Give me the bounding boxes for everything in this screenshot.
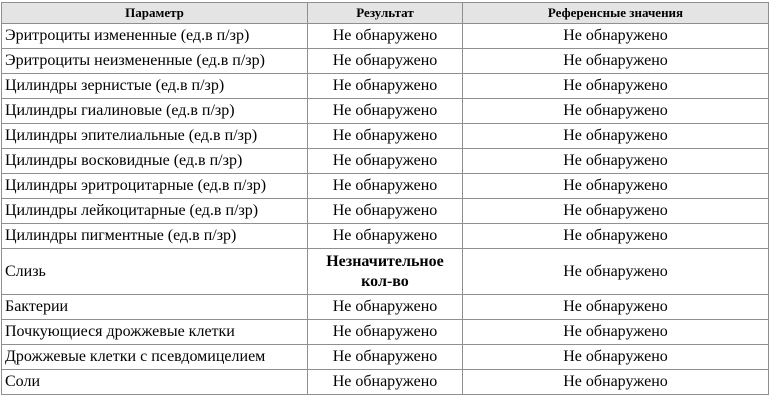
result-cell: Не обнаружено: [308, 345, 463, 370]
table-row: [2, 149, 769, 174]
table-row: [2, 224, 769, 249]
param-cell: Цилиндры зернистые (ед.в п/зр): [2, 74, 308, 99]
reference-cell: Не обнаружено: [463, 49, 769, 74]
header-reference: Референсные значения: [463, 3, 769, 24]
reference-cell: Не обнаружено: [463, 320, 769, 345]
table-row: [2, 99, 769, 124]
result-cell: Не обнаружено: [308, 149, 463, 174]
result-cell: Не обнаружено: [308, 49, 463, 74]
reference-cell: Не обнаружено: [463, 149, 769, 174]
reference-cell: Не обнаружено: [463, 295, 769, 320]
param-cell: Слизь: [2, 249, 308, 295]
result-cell: Не обнаружено: [308, 370, 463, 395]
table-row: [2, 295, 769, 320]
param-cell: Почкующиеся дрожжевые клетки: [2, 320, 308, 345]
result-cell: Не обнаружено: [308, 124, 463, 149]
param-cell: Цилиндры лейкоцитарные (ед.в п/зр): [2, 199, 308, 224]
header-row: [2, 3, 769, 24]
result-cell: Не обнаружено: [308, 320, 463, 345]
reference-cell: Не обнаружено: [463, 249, 769, 295]
reference-cell: Не обнаружено: [463, 74, 769, 99]
reference-cell: Не обнаружено: [463, 24, 769, 49]
result-cell: Не обнаружено: [308, 199, 463, 224]
result-cell: Не обнаружено: [308, 74, 463, 99]
param-cell: Цилиндры эпителиальные (ед.в п/зр): [2, 124, 308, 149]
param-cell: Дрожжевые клетки с псевдомицелием: [2, 345, 308, 370]
table-row: [2, 345, 769, 370]
reference-cell: Не обнаружено: [463, 199, 769, 224]
param-cell: Эритроциты измененные (ед.в п/зр): [2, 24, 308, 49]
table-row: [2, 199, 769, 224]
result-cell: Не обнаружено: [308, 174, 463, 199]
results-table: [1, 2, 769, 395]
reference-cell: Не обнаружено: [463, 370, 769, 395]
result-cell: Не обнаружено: [308, 224, 463, 249]
table-row: [2, 174, 769, 199]
param-cell: Эритроциты неизмененные (ед.в п/зр): [2, 49, 308, 74]
reference-cell: Не обнаружено: [463, 174, 769, 199]
param-cell: Цилиндры гиалиновые (ед.в п/зр): [2, 99, 308, 124]
param-cell: Соли: [2, 370, 308, 395]
result-cell: Не обнаружено: [308, 24, 463, 49]
param-cell: Цилиндры эритроцитарные (ед.в п/зр): [2, 174, 308, 199]
table-row: [2, 370, 769, 395]
reference-cell: Не обнаружено: [463, 124, 769, 149]
param-cell: Бактерии: [2, 295, 308, 320]
table-row: [2, 249, 769, 295]
reference-cell: Не обнаружено: [463, 99, 769, 124]
result-cell: Незначительное кол-во: [308, 249, 463, 295]
header-result: Результат: [308, 3, 463, 24]
result-cell: Не обнаружено: [308, 99, 463, 124]
table-row: [2, 24, 769, 49]
table-row: [2, 49, 769, 74]
reference-cell: Не обнаружено: [463, 345, 769, 370]
result-cell: Не обнаружено: [308, 295, 463, 320]
param-cell: Цилиндры восковидные (ед.в п/зр): [2, 149, 308, 174]
table-row: [2, 320, 769, 345]
table-row: [2, 74, 769, 99]
table-row: [2, 124, 769, 149]
param-cell: Цилиндры пигментные (ед.в п/зр): [2, 224, 308, 249]
header-param: Параметр: [2, 3, 308, 24]
reference-cell: Не обнаружено: [463, 224, 769, 249]
